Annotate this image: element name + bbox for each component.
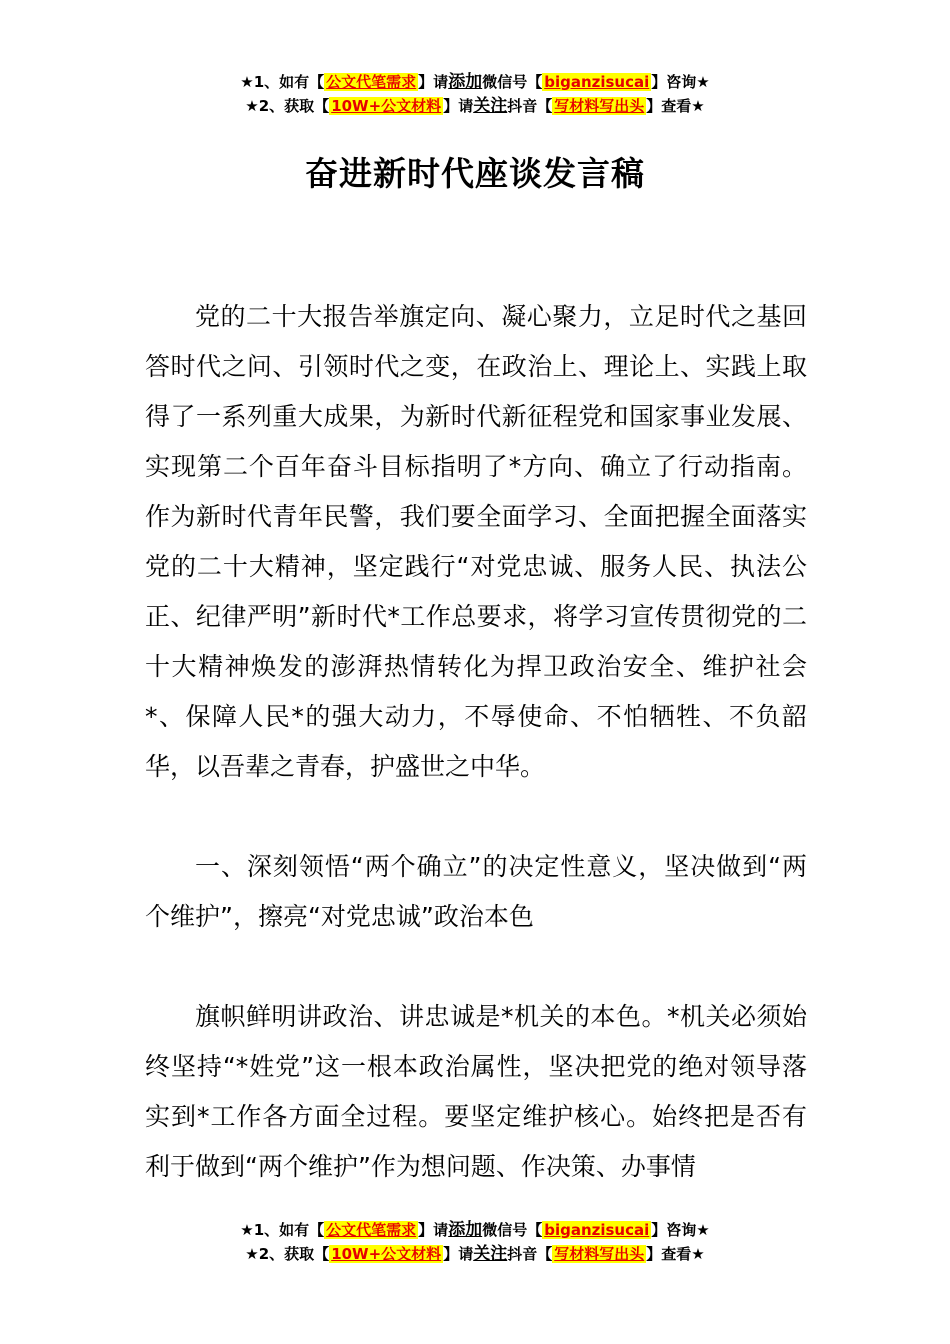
document-body [145, 292, 807, 1192]
banner-line-1: ★1、如有【 公文代笔需求 】请添加微信号【 biganzisucai 】咨询★ [240, 1220, 710, 1240]
paragraph-intro: 党的二十大报告举旗定向、凝心聚力，立足时代之基回答时代之问、引领时代之变，在政治上、理论上、实践上取得了一系列重大成果，为新时代新征程党和国家事业发展、实现第二个百年奋斗目标指明了*方向、确立了行动指南。作为新时代青年民警，我们要全面学习、全面把握全面落实党的二十大精神，坚定践行“对党忠诚、服务人民、执法公正、纪律严明”新时代*工作总要求，将学习宣传贯彻党的二十大精神焕发的澎湃热情转化为捍卫政治安全、维护社会*、保障人民*的强大动力，不辱使命、不怕牺牲、不负韶华，以吾辈之青春，护盛世之中华。 [145, 302, 807, 781]
banner-line-2: ★2、获取【 10W+公文材料 】请关注抖音【 写材料写出头 】查看★ [245, 1244, 705, 1264]
banner-highlight: 10W+公文材料 [331, 97, 442, 115]
document-title: 奋进新时代座谈发言稿 [305, 154, 645, 193]
banner-highlight: 公文代笔需求 [326, 1221, 417, 1239]
banner-highlight: 公文代笔需求 [326, 73, 417, 91]
bottom-banner [0, 1218, 950, 1266]
banner-line-1: ★1、如有【 公文代笔需求 】请添加微信号【 biganzisucai 】咨询★ [240, 72, 710, 92]
section-heading-1: 一、深刻领悟“两个确立”的决定性意义，坚决做到“两个维护”，擦亮“对党忠诚”政治本色 [145, 852, 807, 931]
paragraph-section-1: 旗帜鲜明讲政治、讲忠诚是*机关的本色。*机关必须始终坚持“*姓党”这一根本政治属性，坚决把党的绝对领导落实到*工作各方面全过程。要坚定维护核心。始终把是否有利于做到“两个维护”作为想问题、作决策、办事情 [145, 1002, 807, 1181]
banner-wechat-id: biganzisucai [544, 1221, 650, 1239]
banner-douyin-id: 写材料写出头 [554, 97, 645, 115]
banner-wechat-id: biganzisucai [544, 73, 650, 91]
banner-line-2: ★2、获取【 10W+公文材料 】请关注抖音【 写材料写出头 】查看★ [245, 96, 705, 116]
banner-douyin-id: 写材料写出头 [554, 1245, 645, 1263]
banner-highlight: 10W+公文材料 [331, 1245, 442, 1263]
top-banner [0, 70, 950, 118]
